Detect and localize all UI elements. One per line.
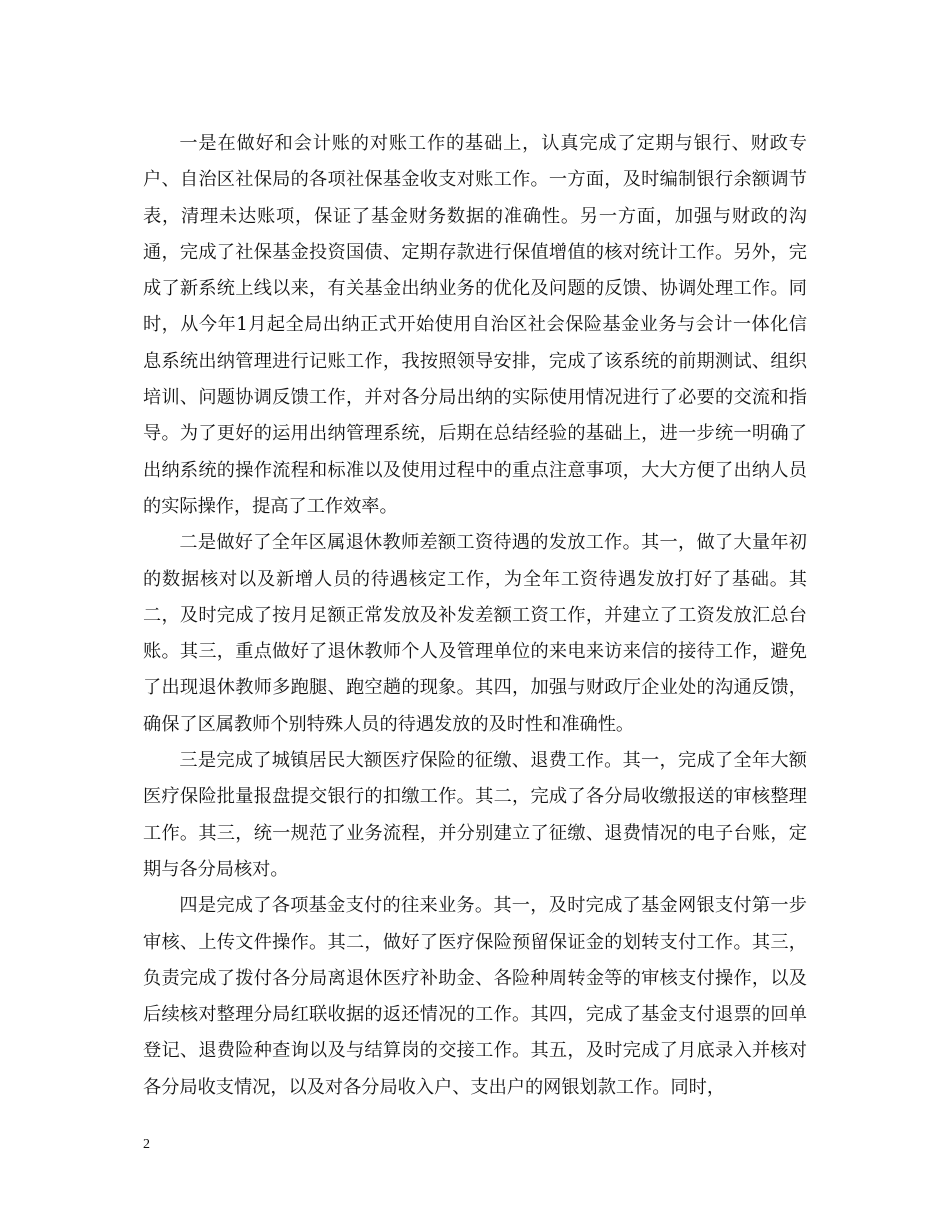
paragraph-1: 一是在做好和会计账的对账工作的基础上，认真完成了定期与银行、财政专户、自治区社保局的各项社保基金收支对账工作。一方面，及时编制银行余额调节表，清理未达账项，保证了基金财务数据的准确性。另一方面，加强与财政的沟通，完成了社保基金投资国债、定期存款进行保值增值的核对统计工作。另外，完成了新系统上线以来，有关基金出纳业务的优化及问题的反馈、协调处理工作。同时，从今年1月起全局出纳正式开始使用自治区社会保险基金业务与会计一体化信息系统出纳管理进行记账工作，我按照领导安排，完成了该系统的前期测试、组织培训、问题协调反馈工作，并对各分局出纳的实际使用情况进行了必要的交流和指导。为了更好的运用出纳管理系统，后期在总结经验的基础上，进一步统一明确了出纳系统的操作流程和标准以及使用过程中的重点注意事项，大大方便了出纳人员的实际操作，提高了工作效率。 bbox=[143, 133, 807, 517]
paragraph-3: 三是完成了城镇居民大额医疗保险的征缴、退费工作。其一，完成了全年大额医疗保险批量报盘提交银行的扣缴工作。其二，完成了各分局收缴报送的审核整理工作。其三，统一规范了业务流程，并分别建立了征缴、退费情况的电子台账，定期与各分局核对。 bbox=[143, 750, 807, 880]
paragraph-4: 四是完成了各项基金支付的往来业务。其一，及时完成了基金网银支付第一步审核、上传文件操作。其二，做好了医疗保险预留保证金的划转支付工作。其三，负责完成了拨付各分局离退休医疗补助金、各险种周转金等的审核支付操作，以及后续核对整理分局红联收据的返还情况的工作。其四，完成了基金支付退票的回单登记、退费险种查询以及与结算岗的交接工作。其五，及时完成了月底录入并核对各分局收支情况，以及对各分局收入户、支出户的网银划款工作。同时， bbox=[143, 895, 807, 1098]
document-body bbox=[143, 126, 807, 1106]
paragraph-2: 二是做好了全年区属退休教师差额工资待遇的发放工作。其一，做了大量年初的数据核对以及新增人员的待遇核定工作，为全年工资待遇发放打好了基础。其二，及时完成了按月足额正常发放及补发差额工资工作，并建立了工资发放汇总台账。其三，重点做好了退休教师个人及管理单位的来电来访来信的接待工作，避免了出现退休教师多跑腿、跑空趟的现象。其四，加强与财政厅企业处的沟通反馈，确保了区属教师个别特殊人员的待遇发放的及时性和准确性。 bbox=[143, 532, 807, 735]
page-number: 2 bbox=[143, 1137, 150, 1152]
